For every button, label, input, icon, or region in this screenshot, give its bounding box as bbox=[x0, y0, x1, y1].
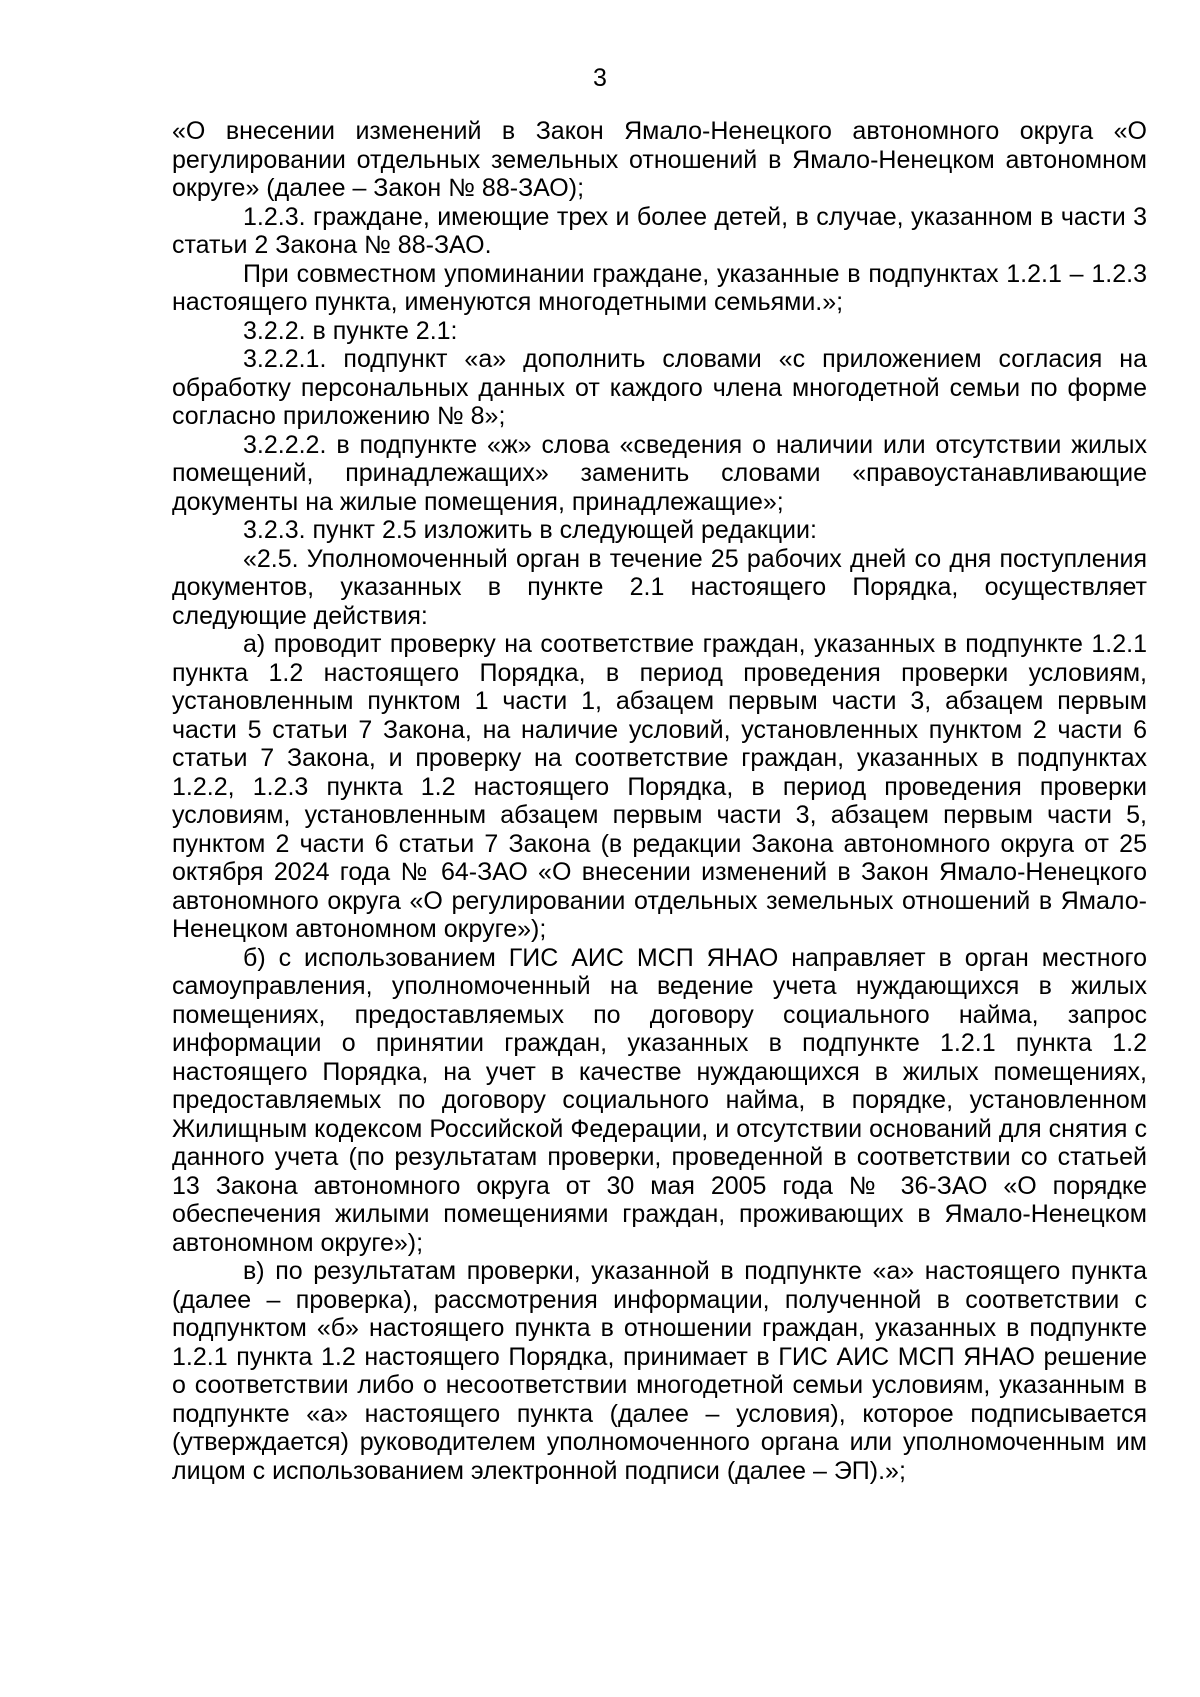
paragraph: 3.2.2.2. в подпункте «ж» слова «сведения о наличии или отсутствии жилых помещений, принадлежащих» заменить словами «правоустанавливающие документы на жилые помещения, принадлежащие»; bbox=[172, 430, 1147, 516]
paragraph: 3.2.3. пункт 2.5 изложить в следующей редакции: bbox=[243, 516, 817, 544]
paragraph: «О внесении изменений в Закон Ямало-Ненецкого автономного округа «О регулировании отдельных земельных отношений в Ямало-Ненецком автономном округе» (далее – Закон № 88-ЗАО); bbox=[172, 117, 1147, 202]
paragraph: «2.5. Уполномоченный орган в течение 25 рабочих дней со дня поступления документов, указанных в пункте 2.1 настоящего Порядка, осуществляет следующие действия: bbox=[172, 544, 1147, 630]
paragraph: 3.2.2. в пункте 2.1: bbox=[243, 316, 458, 345]
paragraph: При совместном упоминании граждане, указанные в подпунктах 1.2.1 – 1.2.3 настоящего пункта, именуются многодетными семьями.»; bbox=[172, 259, 1147, 316]
paragraph: а) проводит проверку на соответствие граждан, указанных в подпункте 1.2.1 пункта 1.2 настоящего Порядка, в период проведения проверки условиям, установленным пунктом 1 части 1, абзацем первым части 3, абзацем первым части 5 статьи 7 Закона, на наличие условий, установленных пунктом 2 части 6 статьи 7 Закона, и проверку на соответствие граждан, указанных в подпунктах 1.2.2, 1.2.3 пункта 1.2 настоящего Порядка, в период проведения проверки условиям, установленным абзацем первым части 3, абзацем первым части 5, пунктом 2 части 6 статьи 7 Закона (в редакции Закона автономного округа от 25 октября 2024 года № 64-ЗАО «О внесении изменений в Закон Ямало-Ненецкого автономного округа «О регулировании отдельных земельных отношений в Ямало-Ненецком автономном округе»); bbox=[172, 630, 1147, 943]
page-number: 3 bbox=[593, 64, 607, 92]
paragraph: 3.2.2.1. подпункт «а» дополнить словами «с приложением согласия на обработку персональных данных от каждого члена многодетной семьи по форме согласно приложению № 8»; bbox=[172, 345, 1147, 430]
paragraph: б) с использованием ГИС АИС МСП ЯНАО направляет в орган местного самоуправления, уполномоченный на ведение учета нуждающихся в жилых помещениях, предоставляемых по договору социального найма, запрос информации о принятии граждан, указанных в подпункте 1.2.1 пункта 1.2 настоящего Порядка, на учет в качестве нуждающихся в жилых помещениях, предоставляемых по договору социального найма, в порядке, установленном Жилищным кодексом Российской Федерации, и отсутствии оснований для снятия с данного учета (по результатам проверки, проведенной в соответствии со статьей 13 Закона автономного округа от 30 мая 2005 года № 36-ЗАО «О порядке обеспечения жилыми помещениями граждан, проживающих в Ямало-Ненецком автономном округе»); bbox=[172, 943, 1147, 1257]
document-body bbox=[172, 117, 1147, 1485]
paragraph: в) по результатам проверки, указанной в подпункте «а» настоящего пункта (далее – проверка), рассмотрения информации, полученной в соответствии с подпунктом «б» настоящего пункта в отношении граждан, указанных в подпункте 1.2.1 пункта 1.2 настоящего Порядка, принимает в ГИС АИС МСП ЯНАО решение о соответствии либо о несоответствии многодетной семьи условиям, указанным в подпункте «а» настоящего пункта (далее – условия), которое подписывается (утверждается) руководителем уполномоченного органа или уполномоченным им лицом с использованием электронной подписи (далее – ЭП).»; bbox=[172, 1257, 1147, 1485]
paragraph: 1.2.3. граждане, имеющие трех и более детей, в случае, указанном в части 3 статьи 2 Закона № 88-ЗАО. bbox=[172, 202, 1147, 259]
